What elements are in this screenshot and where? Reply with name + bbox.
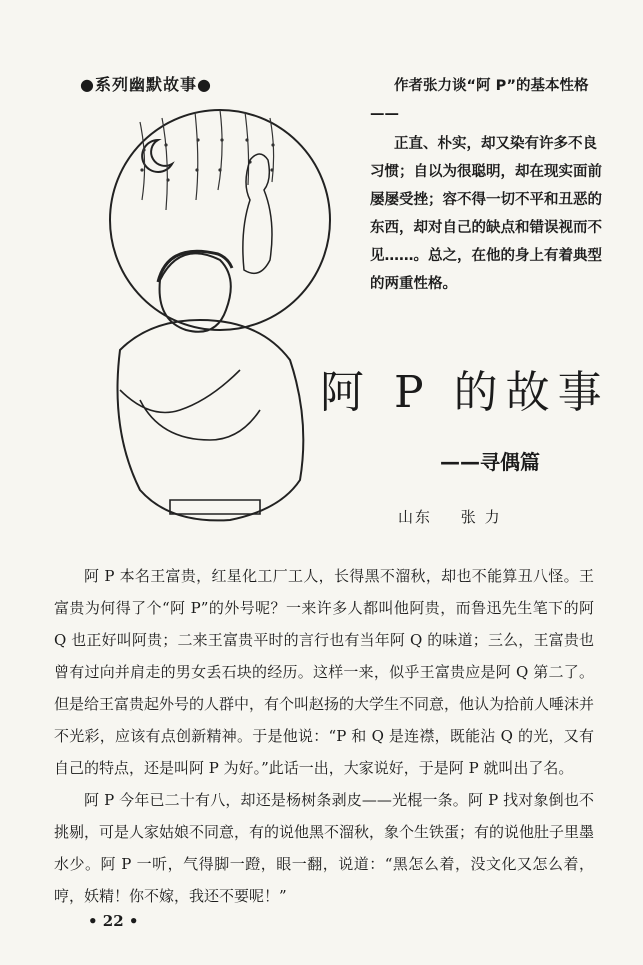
man-belt [170,500,260,514]
story-title: 阿 P 的故事 [320,367,610,418]
story-illustration [100,100,350,540]
author-intro [370,72,610,298]
intro-body: 正直、朴实，却又染有许多不良习惯；自以为很聪明，却在现实面前屡屡受挫；容不得一切不平和丑恶的东西，却对自己的缺点和错误视而不见……。总之，在他的身上有着典型的两重性格。 [370,136,602,292]
series-label: ●系列幽默故事● [80,75,212,94]
author-name: 张 力 [460,508,502,526]
paragraph: 阿 P 本名王富贵，红星化工厂工人，长得黑不溜秋，却也不能算丑八怪。王富贵为何得了个“阿 P”的外号呢？一来许多人都叫他阿贵，而鲁迅先生笔下的阿 Q 也正好叫阿贵；二来王富贵平时的言行也有当年阿 Q 的味道；三么，王富贵也曾有过向并肩走的男女丢石块的经历。这样一来，似乎王富贵应是阿 Q 第二了。但是给王富贵起外号的人群中，有个叫赵扬的大学生不同意，他认为拾前人唾沫并不光彩，应该有点创新精神。于是他说：“P 和 Q 是连襟，既能沾 Q 的光，又有自己的特点，还是叫阿 P 为好。”此话一出，大家说好，于是阿 P 就叫出了名。 [54,567,595,777]
page-number: • 22 • [88,912,139,930]
intro-lead: 作者张力谈“阿 P”的基本性格—— [370,78,589,122]
man-body [118,320,304,520]
woman-figure [243,154,272,273]
story-body [54,560,594,912]
author-byline [398,506,524,527]
willow-leaves [140,138,274,181]
man-arms [120,370,260,440]
author-region: 山东 [398,508,433,526]
willow-branches [140,110,274,210]
paragraph: 阿 P 今年已二十有八，却还是杨树条剥皮——光棍一条。阿 P 找对象倒也不挑剔，可是人家姑娘不同意，有的说他黑不溜秋，象个生铁蛋；有的说他肚子里墨水少。阿 P 一听，气得脚一蹬，眼一翻，说道：“黑怎么着，没文化又怎么着，哼，妖精！你不嫁，我还不要呢！” [54,791,595,905]
story-subtitle: ——寻偶篇 [440,450,540,474]
